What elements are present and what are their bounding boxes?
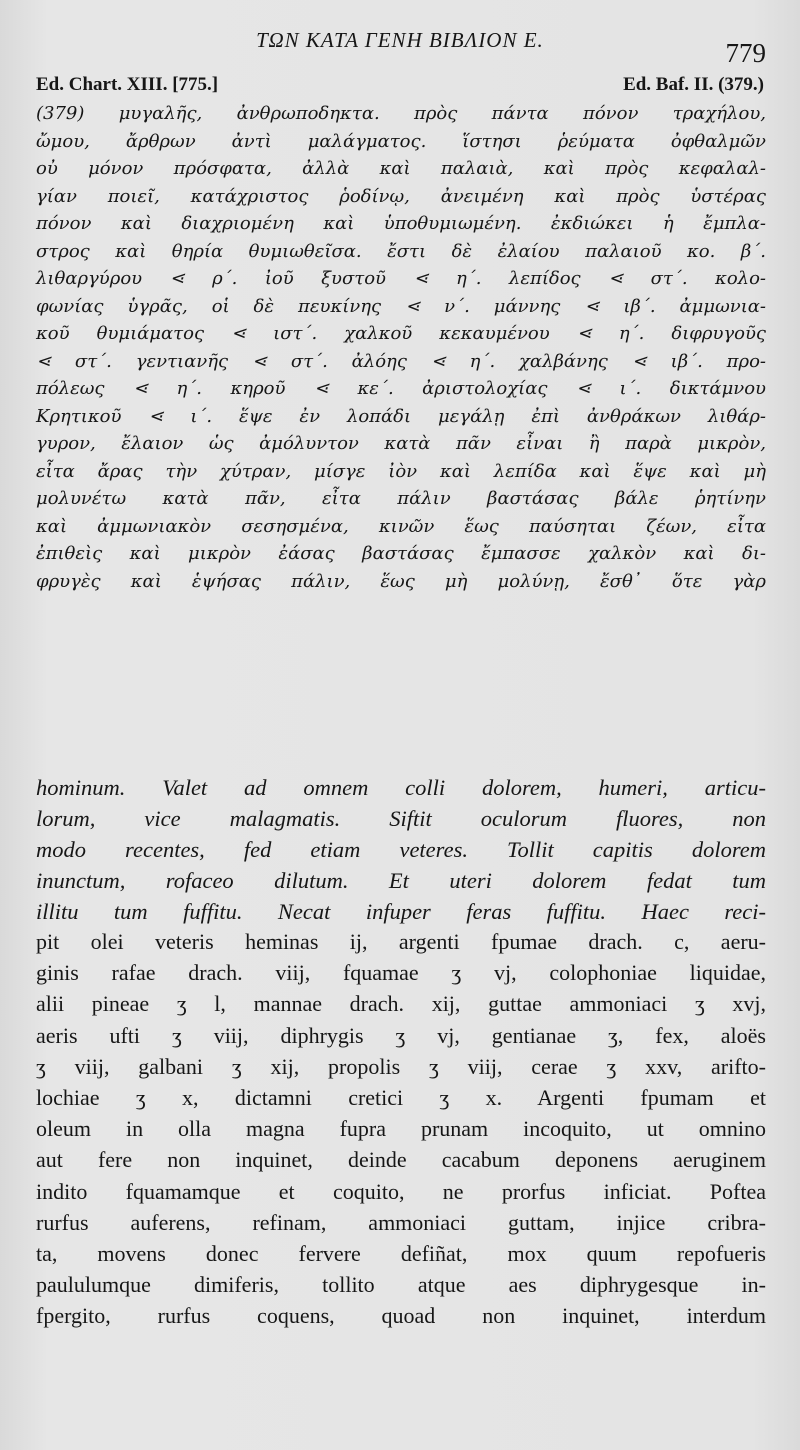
- latin-line: ʒ viij, galbani ʒ xij, propolis ʒ viij, cerae ʒ xxv, arifto-: [36, 1053, 766, 1079]
- latin-line: indito fquamamque et coquito, ne prorfus inficiat. Poftea: [36, 1178, 766, 1204]
- greek-line: οὐ μόνον πρόσφατα, ἀλλὰ καὶ παλαιὰ, καὶ πρὸς κεφαλαλ-: [36, 158, 766, 179]
- greek-line: ⋖ στ΄. γεντιανῆς ⋖ στ΄. ἀλόης ⋖ η΄. χαλβάνης ⋖ ιβ΄. προ-: [36, 350, 766, 372]
- greek-line: (379) μυγαλῆς, ἀνθρωποδηκτα. πρὸς πάντα πόνον τραχήλου,: [36, 103, 766, 124]
- latin-line: ginis rafae drach. viij, fquamae ʒ vj, colophoniae liquidae,: [36, 960, 766, 986]
- greek-line: λιθαργύρου ⋖ ρ΄. ἰοῦ ξυστοῦ ⋖ η΄. λεπίδος ⋖ στ΄. κολο-: [36, 268, 766, 289]
- greek-line: ἐπιθεὶς καὶ μικρὸν ἐάσας βαστάσας ἔμπασσε χαλκὸν καὶ δι-: [36, 543, 766, 564]
- latin-line: lochiae ʒ x, dictamni cretici ʒ x. Argenti fpumam et: [36, 1084, 766, 1110]
- latin-italic-line: inunctum, rofaceo dilutum. Et uteri dolorem fedat tum: [36, 868, 766, 893]
- latin-italic-line: illitu tum fuffitu. Necat infuper feras fuffitu. Haec reci-: [36, 899, 766, 924]
- greek-line: πόλεως ⋖ η΄. κηροῦ ⋖ κε΄. ἀριστολοχίας ⋖ ι΄. δικτάμνου: [36, 378, 766, 399]
- latin-italic-line: lorum, vice malagmatis. Siftit oculorum fluores, non: [36, 806, 766, 831]
- latin-line: pit olei veteris heminas ij, argenti fpumae drach. c, aeru-: [36, 929, 766, 954]
- latin-line: paululumque dimiferis, tollito atque aes diphrygesque in-: [36, 1272, 766, 1298]
- latin-line: oleum in olla magna fupra prunam incoquito, ut omnino: [36, 1116, 766, 1142]
- latin-line: fpergito, rurfus coquens, quoad non inquinet, interdum: [36, 1303, 766, 1329]
- latin-line: rurfus auferens, refinam, ammoniaci guttam, injice cribra-: [36, 1209, 766, 1235]
- edition-reference-chartier: Ed. Chart. XIII. [775.]: [36, 74, 219, 95]
- greek-line: φωνίας ὑγρᾶς, οἱ δὲ πευκίνης ⋖ ν΄. μάννης ⋖ ιβ΄. ἀμμωνια-: [36, 295, 766, 317]
- greek-line: εἶτα ἄρας τὴν χύτραν, μίσγε ἰὸν καὶ λεπίδα καὶ ἕψε καὶ μὴ: [36, 460, 766, 482]
- greek-text-block: [36, 100, 766, 595]
- greek-line: μολυνέτω κατὰ πᾶν, εἶτα πάλιν βαστάσας βάλε ῥητίνην: [36, 488, 766, 509]
- latin-line: aut fere non inquinet, deinde cacabum deponens aeruginem: [36, 1147, 766, 1173]
- latin-line: aeris ufti ʒ viij, diphrygis ʒ vj, gentianae ʒ, fex, aloës: [36, 1022, 766, 1048]
- latin-line: alii pineae ʒ l, mannae drach. xij, guttae ammoniaci ʒ xvj,: [36, 991, 766, 1017]
- latin-italic-line: modo recentes, fed etiam veteres. Tollit capitis dolorem: [36, 837, 766, 862]
- latin-text-block: [36, 926, 766, 1331]
- greek-line: κοῦ θυμιάματος ⋖ ιστ΄. χαλκοῦ κεκαυμένου ⋖ η΄. διφρυγοῦς: [36, 323, 766, 344]
- edition-reference-basel: Ed. Baf. II. (379.): [623, 74, 764, 95]
- latin-italic-block: [36, 772, 766, 927]
- page-number: 779: [725, 38, 766, 68]
- greek-line: πόνον καὶ διαχριομένη καὶ ὑποθυμιωμένη. ἐκδιώκει ἡ ἔμπλα-: [36, 213, 766, 234]
- greek-line: στρος καὶ θηρία θυμιωθεῖσα. ἔστι δὲ ἐλαίου παλαιοῦ κο. β΄.: [36, 240, 766, 262]
- greek-line: Κρητικοῦ ⋖ ι΄. ἕψε ἐν λοπάδι μεγάλῃ ἐπὶ ἀνθράκων λιθάρ-: [36, 405, 766, 427]
- greek-line: φρυγὲς καὶ ἑψήσας πάλιν, ἕως μὴ μολύνῃ, ἔσθ᾽ ὅτε γὰρ: [36, 570, 766, 592]
- latin-line: ta, movens donec fervere defiñat, mox quum repofueris: [36, 1240, 766, 1266]
- greek-line: γυρον, ἔλαιον ὡς ἀμόλυντον κατὰ πᾶν εἶναι ἢ παρὰ μικρὸν,: [36, 433, 766, 454]
- greek-line: γίαν ποιεῖ, κατάχριστος ῥοδίνῳ, ἀνειμένη καὶ πρὸς ὑστέρας: [36, 185, 766, 207]
- greek-line: καὶ ἀμμωνιακὸν σεσησμένα, κινῶν ἕως παύσηται ζέων, εἶτα: [36, 515, 766, 537]
- running-head: ΤΩΝ ΚΑΤΑ ΓΕΝΗ ΒΙΒΛΙΟΝ Ε.: [256, 28, 544, 52]
- greek-line: ὤμου, ἄρθρων ἀντὶ μαλάγματος. ἵστησι ῥεύματα ὀφθαλμῶν: [36, 130, 766, 152]
- latin-italic-line: hominum. Valet ad omnem colli dolorem, humeri, articu-: [36, 775, 766, 800]
